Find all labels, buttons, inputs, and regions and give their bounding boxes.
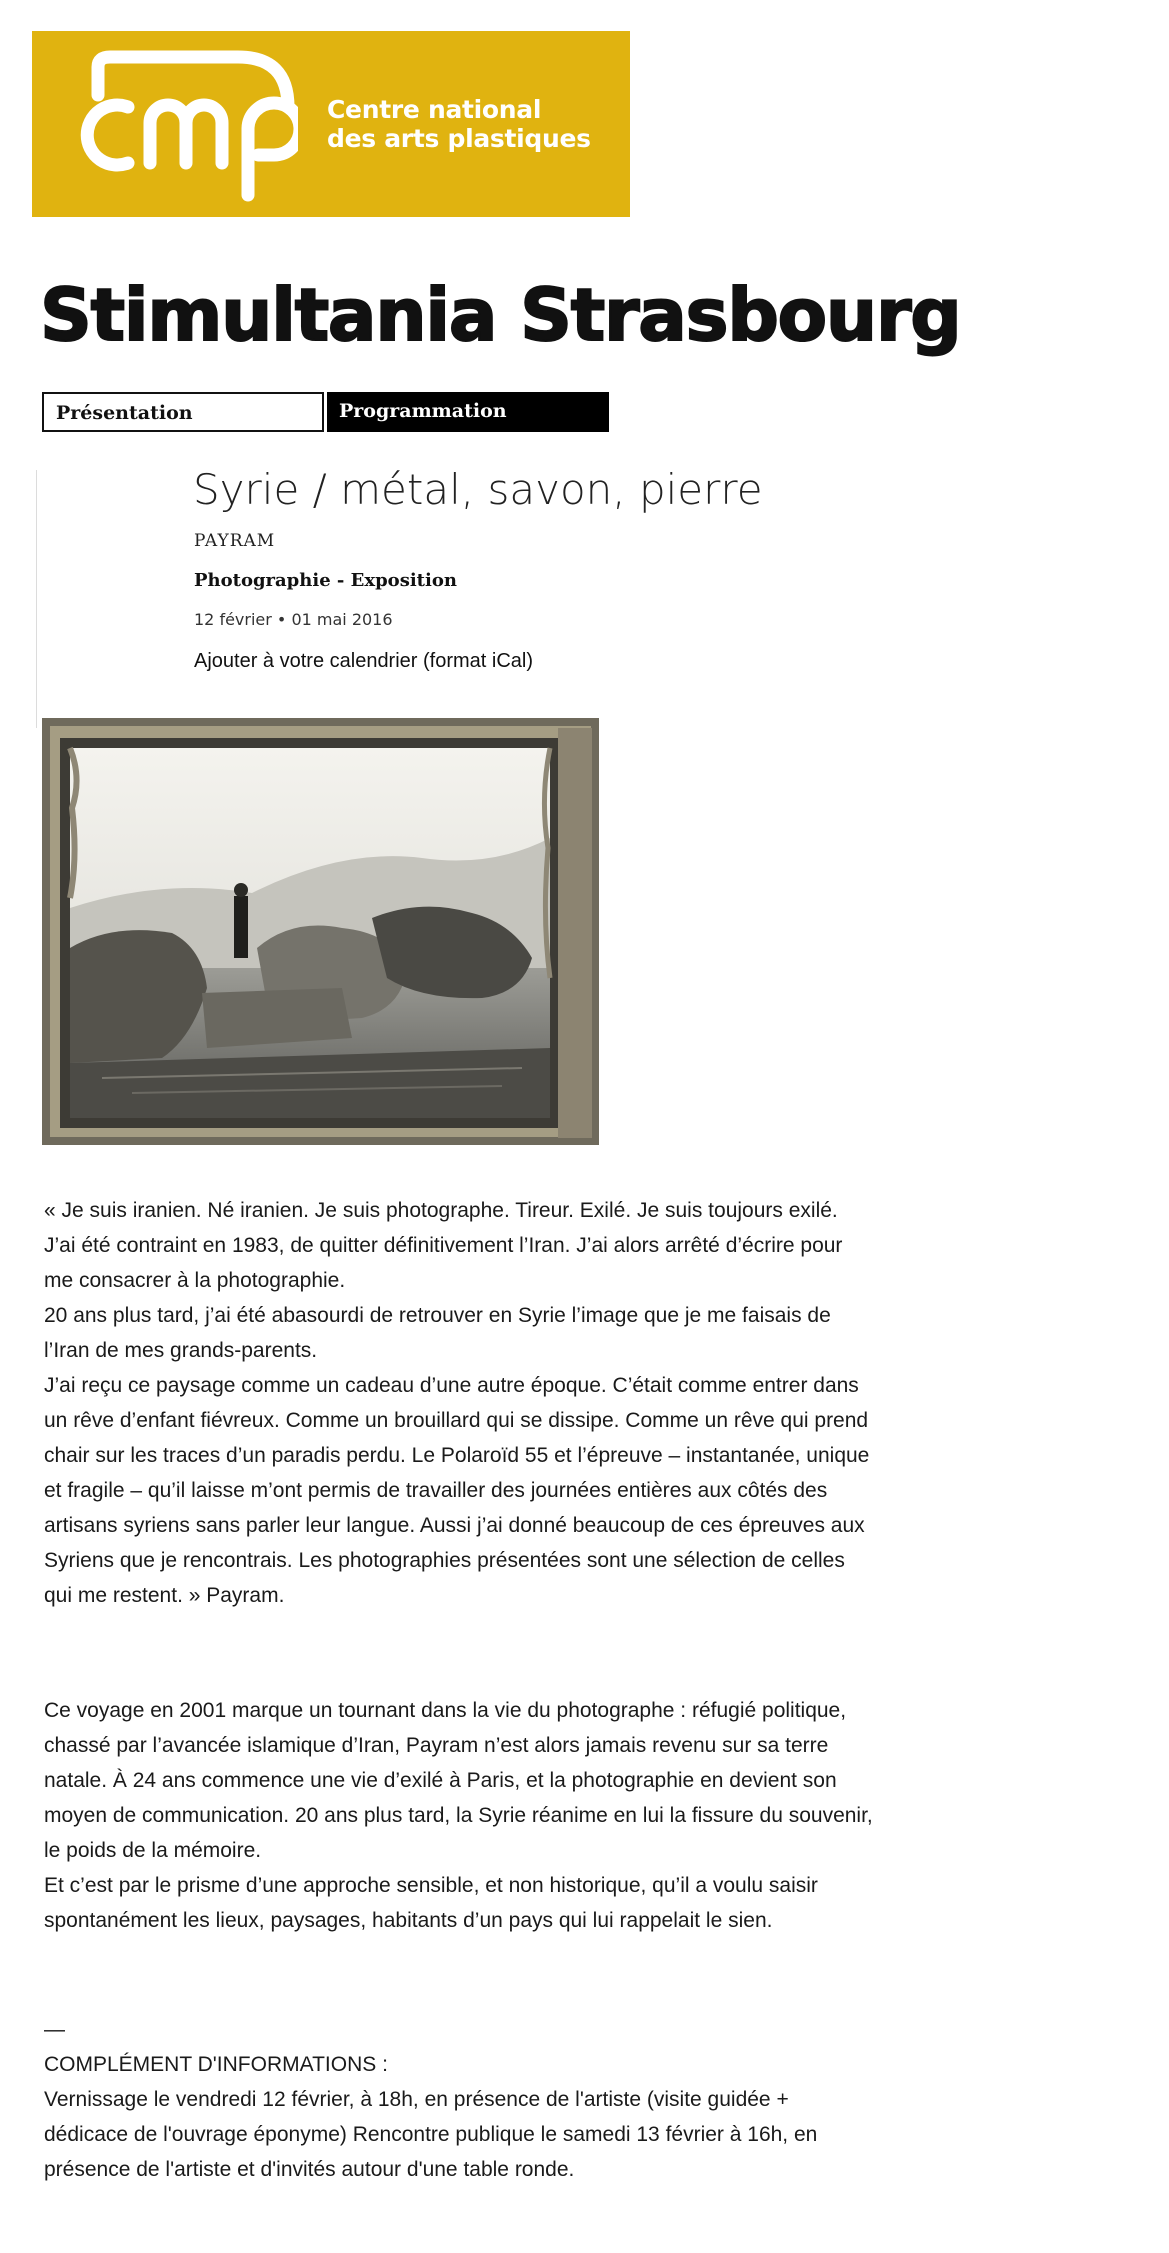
- context-line: moyen de communication. 20 ans plus tard, la Syrie réanime en lui la fissure du souvenir,: [44, 1804, 873, 1827]
- event-artist: PAYRAM: [194, 531, 276, 551]
- context-line: natale. À 24 ans commence une vie d’exilé à Paris, et la photographie en devient son: [44, 1769, 837, 1792]
- page-title: Stimultania Strasbourg: [40, 273, 961, 357]
- cnap-logo[interactable]: [32, 31, 630, 217]
- cnap-name: [327, 95, 617, 153]
- complement-info: [44, 2047, 1124, 2187]
- event-title: Syrie / métal, savon, pierre: [193, 465, 763, 514]
- event-category: Photographie - Exposition: [194, 570, 457, 591]
- quote-line: « Je suis iranien. Né iranien. Je suis photographe. Tireur. Exilé. Je suis toujours exilé.: [44, 1199, 838, 1222]
- context-line: le poids de la mémoire.: [44, 1839, 262, 1862]
- cnap-name-line1: Centre national: [327, 95, 542, 124]
- complement-line: Vernissage le vendredi 12 février, à 18h, en présence de l'artiste (visite guidée +: [44, 2088, 789, 2111]
- quote-text: [44, 1193, 1124, 1613]
- complement-line: présence de l'artiste et d'invités autour d'une table ronde.: [44, 2158, 575, 2181]
- context-line: chassé par l’avancée islamique d’Iran, Payram n’est alors jamais revenu sur sa terre: [44, 1734, 829, 1757]
- quote-line: me consacrer à la photographie.: [44, 1269, 346, 1292]
- event-dates: 12 février • 01 mai 2016: [194, 610, 393, 629]
- separator: —: [44, 2018, 65, 2041]
- quote-line: un rêve d’enfant fiévreux. Comme un brouillard qui se dissipe. Comme un rêve qui prend: [44, 1409, 869, 1432]
- quote-line: chair sur les traces d’un paradis perdu. Le Polaroïd 55 et l’épreuve – instantanée, unique: [44, 1444, 870, 1467]
- cnap-name-line2: des arts plastiques: [327, 124, 591, 153]
- quote-line: qui me restent. » Payram.: [44, 1584, 285, 1607]
- quote-line: J’ai reçu ce paysage comme un cadeau d’une autre époque. C’était comme entrer dans: [44, 1374, 859, 1397]
- quote-line: l’Iran de mes grands-parents.: [44, 1339, 318, 1362]
- quote-line: J’ai été contraint en 1983, de quitter définitivement l’Iran. J’ai alors arrêté d’écrire pour: [44, 1234, 843, 1257]
- tab-programmation[interactable]: Programmation: [327, 392, 609, 432]
- ical-link[interactable]: Ajouter à votre calendrier (format iCal): [194, 650, 534, 672]
- context-line: Et c’est par le prisme d’une approche sensible, et non historique, qu’il a voulu saisir: [44, 1874, 818, 1897]
- context-text: [44, 1693, 1124, 1938]
- quote-line: Syriens que je rencontrais. Les photographies présentées sont une sélection de celles: [44, 1549, 845, 1572]
- complement-heading: COMPLÉMENT D'INFORMATIONS :: [44, 2053, 388, 2076]
- quote-line: 20 ans plus tard, j’ai été abasourdi de retrouver en Syrie l’image que je me faisais de: [44, 1304, 831, 1327]
- tab-presentation[interactable]: Présentation: [42, 392, 324, 432]
- context-line: Ce voyage en 2001 marque un tournant dans la vie du photographe : réfugié politique,: [44, 1699, 847, 1722]
- context-line: spontanément les lieux, paysages, habitants d’un pays qui lui rappelait le sien.: [44, 1909, 773, 1932]
- divider: [36, 470, 37, 728]
- quote-line: artisans syriens sans parler leur langue. Aussi j’ai donné beaucoup de ces épreuves aux: [44, 1514, 865, 1537]
- photo-image-icon: [42, 718, 599, 1145]
- event-photo[interactable]: [42, 718, 599, 1145]
- complement-line: dédicace de l'ouvrage éponyme) Rencontre publique le samedi 13 février à 16h, en: [44, 2123, 818, 2146]
- cnap-logo-mark: [58, 45, 298, 209]
- quote-line: et fragile – qu’il laisse m’ont permis de travailler des journées entières aux côtés des: [44, 1479, 828, 1502]
